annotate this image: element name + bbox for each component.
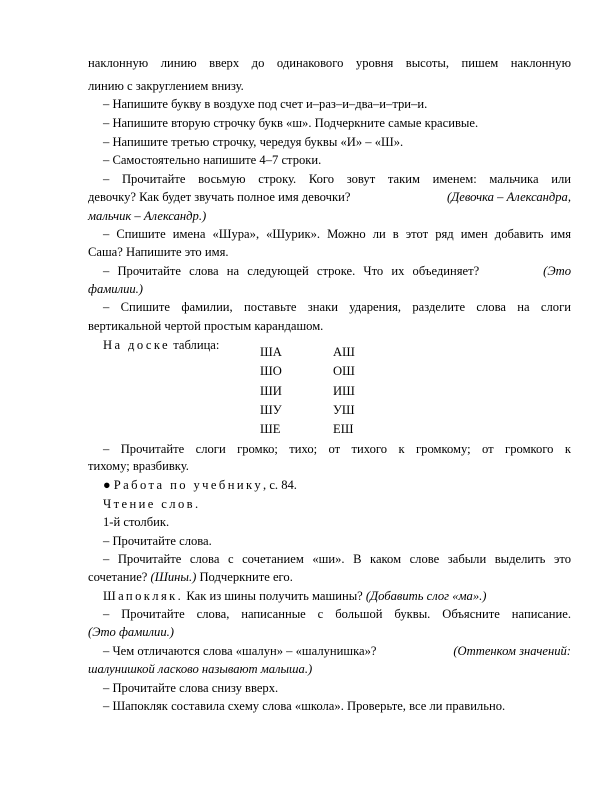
text-line [88, 208, 206, 226]
question-text: – Чем отличаются слова «шалун» – «шалунишка»? [103, 644, 377, 658]
table-cell: ША [260, 345, 282, 359]
text-line [103, 643, 571, 661]
text-line: тихому; вразбивку. [88, 459, 189, 473]
bullet-icon: ● [103, 478, 111, 492]
text-line: – Самостоятельно напишите 4–7 строки. [103, 153, 322, 167]
answer-text: шалунишкой ласково называют малыша.) [88, 662, 313, 676]
text-line [88, 189, 571, 207]
table-cell: ШО [260, 364, 282, 378]
spaced-text: Шапокляк. [103, 589, 184, 603]
answer-text: (Шины.) [150, 570, 197, 584]
text-line: Саша? Напишите это имя. [88, 245, 229, 259]
table-cell: ШУ [260, 403, 282, 417]
text-line: – Прочитайте слоги громко; тихо; от тихого к громкому; от громкого к [103, 442, 571, 456]
text-line: – Прочитайте слова, написанные с большой буквы. Объясните написание. [103, 607, 571, 621]
answer-text: (Девочка – Александра, [447, 190, 571, 204]
text-line: Чтение слов. [103, 497, 201, 511]
text-line [103, 337, 219, 355]
text-line: линию с закруглением внизу. [88, 79, 244, 93]
table-cell: ШЕ [260, 422, 281, 436]
text-line [88, 624, 174, 642]
answer-text: (Это фамилии.) [88, 625, 174, 639]
text-line [103, 477, 297, 495]
table-cell: УШ [333, 403, 355, 417]
answer-text: (Добавить слог «ма».) [365, 589, 487, 603]
text-line: – Спишите фамилии, поставьте знаки ударения, разделите слова на слоги [103, 300, 571, 314]
text-line [88, 661, 312, 679]
text-line: – Прочитайте восьмую строку. Кого зовут таким именем: мальчика или [103, 172, 571, 186]
text-line: – Напишите букву в воздухе под счет и–раз–и–два–и–три–и. [103, 97, 428, 111]
text-line: – Напишите третью строчку, чередуя буквы «И» – «Ш». [103, 135, 404, 149]
text-line: наклонную линию вверх до одинакового уровня высоты, пишем наклонную [88, 56, 571, 70]
text-line: – Прочитайте слова с сочетанием «ши». В каком слове забыли выделить это [103, 552, 571, 566]
spaced-text: Работа по учебнику [113, 478, 264, 492]
table-cell: АШ [333, 345, 355, 359]
plain-text: , с. 84. [263, 478, 297, 492]
text-line: – Шапокляк составила схему слова «школа». Проверьте, все ли правильно. [103, 699, 506, 713]
plain-text: Как из шины получить машины? [186, 589, 363, 603]
table-cell: ИШ [333, 384, 355, 398]
plain-text: сочетание? [88, 570, 148, 584]
table-cell: ОШ [333, 364, 355, 378]
text-line: – Прочитайте слова снизу вверх. [103, 681, 279, 695]
text-line [103, 588, 487, 606]
question-text: – Прочитайте слова на следующей строке. Что их объединяет? [103, 264, 480, 278]
text-line: – Прочитайте слова. [103, 534, 212, 548]
question-text: девочку? Как будет звучать полное имя девочки? [88, 190, 351, 204]
text-line: – Напишите вторую строчку букв «ш». Подчеркните самые красивые. [103, 116, 479, 130]
answer-text: фамилии.) [88, 282, 143, 296]
answer-text: (Это [543, 264, 571, 278]
text-line [88, 569, 293, 587]
text-line: 1-й столбик. [103, 515, 170, 529]
text-line [88, 281, 143, 299]
answer-text: мальчик – Александр.) [88, 209, 207, 223]
table-cell: ЕШ [333, 422, 354, 436]
plain-text: Подчеркните его. [199, 570, 293, 584]
spaced-text: На доске [103, 338, 171, 352]
plain-text: таблица: [173, 338, 220, 352]
text-line: вертикальной чертой простым карандашом. [88, 319, 324, 333]
text-line [103, 263, 571, 281]
text-line: – Спишите имена «Шура», «Шурик». Можно ли в этот ряд имен добавить имя [103, 227, 571, 241]
answer-text: (Оттенком значений: [453, 644, 571, 658]
table-cell: ШИ [260, 384, 282, 398]
